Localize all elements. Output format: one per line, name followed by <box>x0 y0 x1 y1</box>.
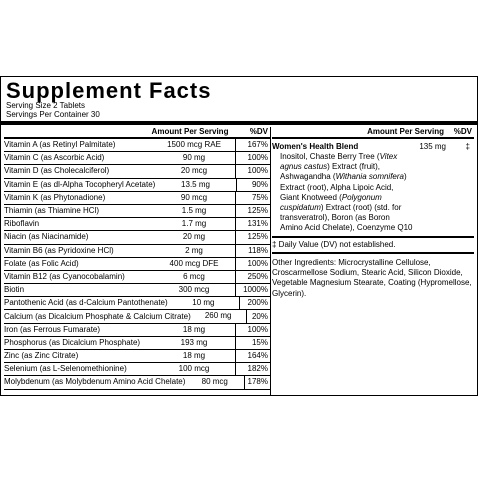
nutrient-dv: 75% <box>251 192 268 202</box>
nutrient-name: Niacin (as Niacinamide) <box>4 232 89 242</box>
nutrient-row <box>4 192 270 205</box>
nutrient-table-header <box>4 127 270 139</box>
nutrient-name: Vitamin B6 (as Pyridoxine HCl) <box>4 245 114 255</box>
nutrient-name: Zinc (as Zinc Citrate) <box>4 351 79 361</box>
dv-footnote: ‡ Daily Value (DV) not established. <box>272 240 474 254</box>
blend-name: Women's Health Blend <box>272 142 359 151</box>
nutrient-amount: 20 mg <box>153 231 236 243</box>
nutrient-row <box>4 363 270 376</box>
nutrient-name: Thiamin (as Thiamine HCl) <box>4 206 99 216</box>
serving-size: Serving Size 2 Tablets <box>6 101 86 110</box>
nutrient-amount: 90 mg <box>153 152 236 164</box>
other-ingredients: Other Ingredients: Microcrystalline Cellulose, Croscarmellose Sodium, Stearic Acid, Silicon Dioxide, Vegetable Magnesium Stearate, Coating (Hypromellose, Glycerin). <box>272 257 472 298</box>
blend-table <box>272 127 474 299</box>
nutrient-dv: 164% <box>247 351 268 361</box>
nutrient-row <box>4 231 270 244</box>
nutrient-row <box>4 337 270 350</box>
nutrient-name: Calcium (as Dicalcium Phosphate & Calcium Citrate) <box>4 311 191 321</box>
nutrient-dv: 200% <box>247 298 268 308</box>
nutrient-amount: 18 mg <box>153 324 236 336</box>
nutrient-dv: 182% <box>247 364 268 374</box>
blend-dv-header: %DV <box>453 127 472 136</box>
blend-rule <box>272 236 474 238</box>
blend-row <box>272 141 474 152</box>
nutrient-row <box>4 350 270 363</box>
nutrient-row <box>4 179 270 192</box>
nutrient-dv: 15% <box>251 337 268 347</box>
blend-amount: 135 mg <box>419 142 446 151</box>
nutrient-dv: 178% <box>247 377 268 387</box>
nutrient-dv: 118% <box>248 245 268 255</box>
nutrient-row <box>4 205 270 218</box>
nutrient-name: Phosphorus (as Dicalcium Phosphate) <box>4 337 141 347</box>
nutrient-amount: 300 mcg <box>153 284 236 296</box>
blend-dv: ‡ <box>465 142 470 151</box>
dv-header: %DV <box>249 127 268 136</box>
nutrient-amount: 2 mg <box>153 245 236 257</box>
nutrient-name: Folate (as Folic Acid) <box>4 258 79 268</box>
nutrient-name: Vitamin E (as dl-Alpha Tocopheryl Acetate) <box>4 179 156 189</box>
nutrient-row <box>4 258 270 271</box>
amount-header: Amount Per Serving <box>151 127 229 136</box>
nutrient-name: Biotin <box>4 285 25 295</box>
nutrient-dv: 100% <box>247 258 268 268</box>
nutrient-row <box>4 271 270 284</box>
nutrient-amount: 260 mg <box>191 310 247 322</box>
nutrient-amount: 1.5 mg <box>153 205 236 217</box>
nutrient-dv: 90% <box>251 179 268 189</box>
nutrient-row <box>4 284 270 297</box>
nutrient-amount: 10 mg <box>168 297 240 309</box>
nutrient-row <box>4 297 270 310</box>
nutrient-row <box>4 218 270 231</box>
nutrient-row <box>4 376 270 389</box>
nutrient-row <box>4 324 270 337</box>
nutrient-name: Vitamin B12 (as Cyanocobalamin) <box>4 271 125 281</box>
nutrient-amount: 193 mg <box>153 337 236 349</box>
nutrient-dv: 100% <box>247 324 268 334</box>
nutrient-dv: 100% <box>247 166 268 176</box>
nutrient-dv: 100% <box>247 153 268 163</box>
nutrient-name: Vitamin K (as Phytonadione) <box>4 192 106 202</box>
nutrient-dv: 131% <box>247 219 268 229</box>
nutrient-amount: 18 mg <box>153 350 236 362</box>
nutrient-amount: 20 mcg <box>153 165 236 177</box>
nutrient-row <box>4 139 270 152</box>
nutrient-amount: 13.5 mg <box>155 179 236 191</box>
nutrient-amount: 400 mcg DFE <box>153 258 236 270</box>
nutrient-amount: 80 mcg <box>185 376 245 388</box>
nutrient-name: Vitamin C (as Ascorbic Acid) <box>4 153 105 163</box>
nutrient-dv: 1000% <box>243 285 268 295</box>
header-rule <box>0 121 478 125</box>
nutrient-row <box>4 165 270 178</box>
nutrient-table <box>4 127 270 390</box>
nutrient-name: Pantothenic Acid (as d-Calcium Pantothenate) <box>4 298 168 308</box>
nutrient-dv: 167% <box>247 140 268 150</box>
nutrient-amount: 1.7 mg <box>153 218 236 230</box>
nutrient-name: Vitamin A (as Retinyl Palmitate) <box>4 140 116 150</box>
nutrient-amount: 1500 mcg RAE <box>153 139 236 151</box>
nutrient-name: Selenium (as L-Selenomethionine) <box>4 364 127 374</box>
nutrient-dv: 125% <box>247 232 268 242</box>
blend-table-header <box>272 127 474 139</box>
nutrient-amount: 6 mcg <box>153 271 236 283</box>
nutrient-name: Riboflavin <box>4 219 40 229</box>
nutrient-amount: 100 mcg <box>153 363 236 375</box>
column-divider <box>270 127 271 395</box>
blend-amount-header: Amount Per Serving <box>367 127 444 136</box>
servings-per-container: Servings Per Container 30 <box>6 110 100 119</box>
nutrient-dv: 125% <box>247 206 268 216</box>
nutrient-row <box>4 310 270 323</box>
nutrient-dv: 20% <box>251 311 268 321</box>
nutrient-row <box>4 245 270 258</box>
nutrient-name: Vitamin D (as Cholecalciferol) <box>4 166 110 176</box>
nutrient-amount: 90 mcg <box>153 192 236 204</box>
nutrient-name: Iron (as Ferrous Fumarate) <box>4 324 101 334</box>
panel-title: Supplement Facts <box>6 78 212 103</box>
nutrient-dv: 250% <box>247 271 268 281</box>
nutrient-row <box>4 152 270 165</box>
blend-ingredients: Inositol, Chaste Berry Tree (Vitex agnus castus) Extract (fruit), Ashwagandha (Withania somnifera) Extract (root), Alpha Lipoic Acid, Giant Knotweed (Polygonum cuspidatum) Extract (root) (std. for transveratrol), Boron (as Boron Amino Acid Chelate), Coenzyme Q10 <box>280 152 413 233</box>
nutrient-name: Molybdenum (as Molybdenum Amino Acid Chelate) <box>4 377 186 387</box>
